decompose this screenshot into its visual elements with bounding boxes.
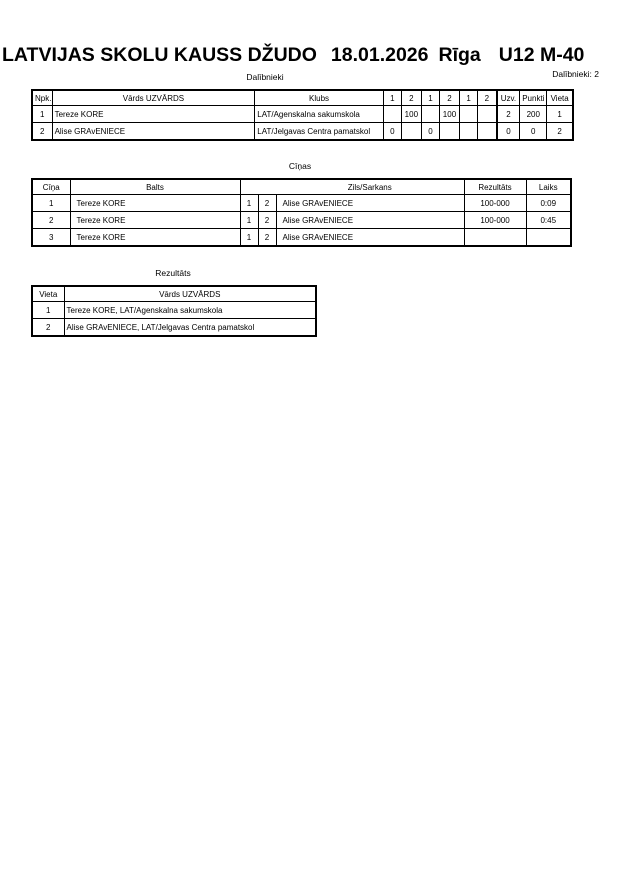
cell-score xyxy=(460,106,478,123)
cell-time: 0:45 xyxy=(526,212,571,229)
table-row xyxy=(32,195,571,212)
cell-npk: 2 xyxy=(32,123,52,141)
cell-score xyxy=(439,123,459,141)
cell-white-number: 1 xyxy=(240,229,258,247)
page-title xyxy=(2,44,630,67)
cell-place: 2 xyxy=(32,319,64,337)
col-name: Vārds UZVĀRDS xyxy=(52,90,255,106)
col-blue: Zils/Sarkans xyxy=(276,179,464,195)
col-round: 1 xyxy=(421,90,439,106)
col-club: Klubs xyxy=(255,90,383,106)
cell-blue-name: Alise GRAvENIECE xyxy=(276,212,464,229)
cell-white-number: 1 xyxy=(240,195,258,212)
cell-fight-number: 2 xyxy=(32,212,70,229)
participants-table xyxy=(31,89,574,141)
col-round: 1 xyxy=(460,90,478,106)
cell-place: 1 xyxy=(547,106,573,123)
table-row xyxy=(32,106,573,123)
results-section-label: Rezultāts xyxy=(155,268,191,278)
results-header-row xyxy=(32,286,316,302)
competition-name: LATVIJAS SKOLU KAUSS DŽUDO xyxy=(2,44,317,66)
cell-time xyxy=(526,229,571,247)
cell-points: 200 xyxy=(520,106,547,123)
table-row xyxy=(32,229,571,247)
col-npk: Npk. xyxy=(32,90,52,106)
col-result: Rezultāts xyxy=(464,179,526,195)
col-white-number xyxy=(240,179,258,195)
cell-name: Tereze KORE xyxy=(52,106,255,123)
cell-score: 100 xyxy=(401,106,421,123)
cell-score xyxy=(478,123,497,141)
col-points: Punkti xyxy=(520,90,547,106)
weight-category: U12 M-40 xyxy=(498,44,585,66)
fights-section-label: Cīņas xyxy=(288,161,312,171)
cell-blue-number: 2 xyxy=(258,195,276,212)
fights-table xyxy=(31,178,572,247)
col-round: 2 xyxy=(401,90,421,106)
table-row xyxy=(32,319,316,337)
cell-npk: 1 xyxy=(32,106,52,123)
cell-blue-number: 2 xyxy=(258,229,276,247)
cell-white-name: Tereze KORE xyxy=(70,212,240,229)
cell-score xyxy=(383,106,401,123)
participants-section-label: Dalībnieki xyxy=(246,72,284,82)
col-round: 2 xyxy=(478,90,497,106)
cell-score xyxy=(478,106,497,123)
col-fight-number: Cīņa xyxy=(32,179,70,195)
col-name: Vārds UZVĀRDS xyxy=(64,286,316,302)
cell-entry: Tereze KORE, LAT/Agenskalna sakumskola xyxy=(64,302,316,319)
cell-result: 100-000 xyxy=(464,212,526,229)
cell-fight-number: 1 xyxy=(32,195,70,212)
cell-white-number: 1 xyxy=(240,212,258,229)
table-row xyxy=(32,212,571,229)
cell-blue-name: Alise GRAvENIECE xyxy=(276,229,464,247)
cell-blue-number: 2 xyxy=(258,212,276,229)
cell-result: 100-000 xyxy=(464,195,526,212)
col-round: 2 xyxy=(439,90,459,106)
cell-wins: 0 xyxy=(497,123,520,141)
col-white: Balts xyxy=(70,179,240,195)
cell-score: 0 xyxy=(383,123,401,141)
table-row xyxy=(32,302,316,319)
participants-count: Dalībnieki: 2 xyxy=(552,69,599,79)
cell-club: LAT/Jelgavas Centra pamatskol xyxy=(255,123,383,141)
cell-score xyxy=(421,106,439,123)
col-place: Vieta xyxy=(32,286,64,302)
cell-place: 2 xyxy=(547,123,573,141)
cell-time: 0:09 xyxy=(526,195,571,212)
col-time: Laiks xyxy=(526,179,571,195)
cell-name: Alise GRAvENIECE xyxy=(52,123,255,141)
cell-points: 0 xyxy=(520,123,547,141)
col-wins: Uzv. xyxy=(497,90,520,106)
table-row xyxy=(32,123,573,141)
cell-white-name: Tereze KORE xyxy=(70,229,240,247)
competition-date: 18.01.2026 xyxy=(330,44,429,66)
cell-entry: Alise GRAvENIECE, LAT/Jelgavas Centra pamatskol xyxy=(64,319,316,337)
cell-result xyxy=(464,229,526,247)
cell-fight-number: 3 xyxy=(32,229,70,247)
cell-club: LAT/Agenskalna sakumskola xyxy=(255,106,383,123)
cell-white-name: Tereze KORE xyxy=(70,195,240,212)
cell-blue-name: Alise GRAvENIECE xyxy=(276,195,464,212)
fights-header-row xyxy=(32,179,571,195)
col-round: 1 xyxy=(383,90,401,106)
cell-score: 100 xyxy=(439,106,459,123)
competition-city: Rīga xyxy=(438,44,481,66)
cell-wins: 2 xyxy=(497,106,520,123)
cell-place: 1 xyxy=(32,302,64,319)
cell-score xyxy=(401,123,421,141)
results-table xyxy=(31,285,317,337)
col-place: Vieta xyxy=(547,90,573,106)
col-blue-number xyxy=(258,179,276,195)
cell-score xyxy=(460,123,478,141)
cell-score: 0 xyxy=(421,123,439,141)
participants-header-row xyxy=(32,90,573,106)
